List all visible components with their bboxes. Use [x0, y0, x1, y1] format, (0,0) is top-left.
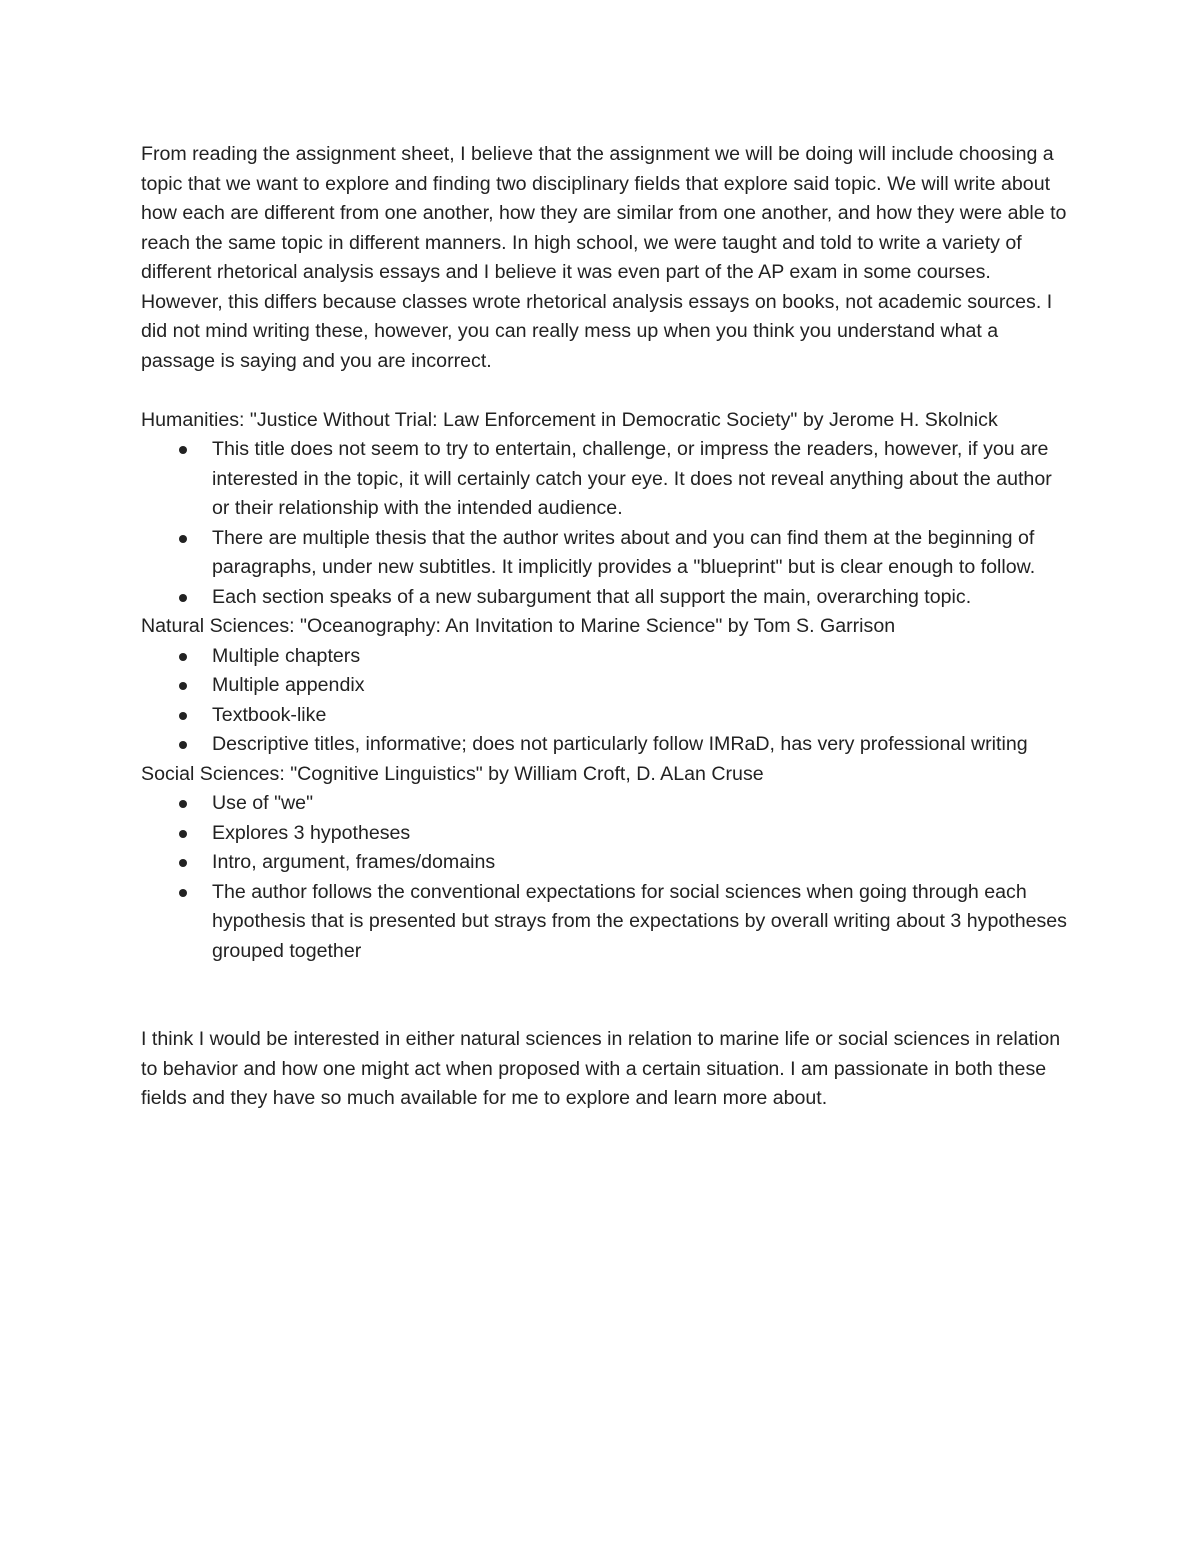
section-heading-social-sciences: Social Sciences: "Cognitive Linguistics" by William Croft, D. ALan Cruse [141, 762, 764, 785]
list-item: Intro, argument, frames/domains [212, 848, 1071, 878]
list-item: Descriptive titles, informative; does not particularly follow IMRaD, has very professional writing [212, 730, 1071, 760]
document-page [141, 140, 1071, 1114]
closing-paragraph: I think I would be interested in either natural sciences in relation to marine life or social sciences in relation to behavior and how one might act when proposed with a certain situation. I am passionate in both these fields and they have so much available for me to explore and learn more about. [141, 1028, 1061, 1109]
list-item: The author follows the conventional expectations for social sciences when going through each hypothesis that is presented but strays from the expectations by overall writing about 3 hypotheses grouped together [212, 878, 1071, 967]
list-item: This title does not seem to try to entertain, challenge, or impress the readers, however, if you are interested in the topic, it will certainly catch your eye. It does not reveal anything about the author or their relationship with the intended audience. [212, 435, 1071, 524]
list-item: Multiple chapters [212, 642, 1071, 672]
paragraph-spacer [141, 376, 1071, 406]
section-heading-humanities: Humanities: "Justice Without Trial: Law Enforcement in Democratic Society" by Jerome H. Skolnick [141, 408, 998, 431]
list-item: Explores 3 hypotheses [212, 819, 1071, 849]
paragraph-spacer [141, 966, 1071, 1025]
list-item: Use of "we" [212, 789, 1071, 819]
list-item: Textbook-like [212, 701, 1071, 731]
section-heading-natural-sciences: Natural Sciences: "Oceanography: An Invitation to Marine Science" by Tom S. Garrison [141, 615, 896, 637]
intro-paragraph: From reading the assignment sheet, I believe that the assignment we will be doing will include choosing a topic that we want to explore and finding two disciplinary fields that explore said topic. We will write about how each are different from one another, how they are similar from one another, and how they were able to reach the same topic in different manners. In high school, we were taught and told to write a variety of different rhetorical analysis essays and I believe it was even part of the AP exam in some courses. However, this differs because classes wrote rhetorical analysis essays on books, not academic sources. I did not mind writing these, however, you can really mess up when you think you understand what a passage is saying and you are incorrect. [141, 143, 1067, 372]
bullet-list-social-sciences [141, 789, 1071, 966]
list-item: There are multiple thesis that the author writes about and you can find them at the beginning of paragraphs, under new subtitles. It implicitly provides a "blueprint" but is clear enough to follow. [212, 524, 1071, 583]
list-item: Multiple appendix [212, 671, 1071, 701]
list-item: Each section speaks of a new subargument that all support the main, overarching topic. [212, 583, 1071, 613]
bullet-list-humanities [141, 435, 1071, 612]
bullet-list-natural-sciences [141, 642, 1071, 760]
